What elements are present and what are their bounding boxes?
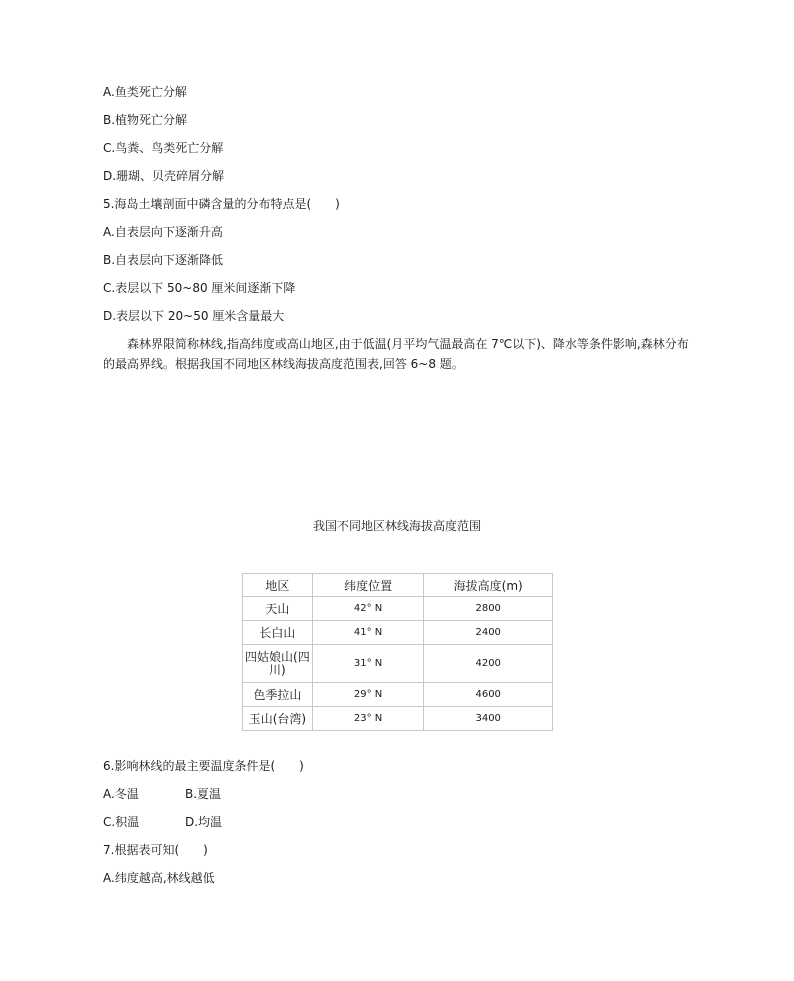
cell-altitude: 4600 — [424, 683, 553, 707]
table-row — [243, 707, 553, 731]
cell-latitude: 23° N — [312, 707, 424, 731]
cell-altitude: 2800 — [424, 597, 553, 621]
cell-region: 玉山(台湾) — [243, 707, 313, 731]
cell-altitude: 3400 — [424, 707, 553, 731]
q4-option-c: C.鸟粪、鸟类死亡分解 — [103, 141, 224, 155]
header-altitude: 海拔高度(m) — [424, 574, 553, 597]
q6-option-d: D.均温 — [185, 815, 223, 829]
q4-option-b: B.植物死亡分解 — [103, 113, 188, 127]
q5-stem: 5.海岛土壤剖面中磷含量的分布特点是( ) — [103, 197, 340, 211]
q6-options-row-1 — [103, 787, 221, 801]
cell-region: 天山 — [243, 597, 313, 621]
q6-option-a: A.冬温 — [103, 787, 139, 801]
header-region: 地区 — [243, 574, 313, 597]
table-caption: 我国不同地区林线海拔高度范围 — [312, 519, 481, 533]
q5-option-c: C.表层以下 50~80 厘米间逐渐下降 — [103, 281, 296, 295]
cell-latitude: 42° N — [312, 597, 424, 621]
cell-latitude: 29° N — [312, 683, 424, 707]
q5-option-d: D.表层以下 20~50 厘米含量最大 — [103, 309, 285, 323]
q6-option-b: B.夏温 — [185, 787, 222, 801]
q5-option-a: A.自表层向下逐渐升高 — [103, 225, 223, 239]
q5-option-b: B.自表层向下逐渐降低 — [103, 253, 224, 267]
cell-latitude: 41° N — [312, 621, 424, 645]
q7-stem: 7.根据表可知( ) — [103, 843, 208, 857]
table-row — [243, 683, 553, 707]
table-header-row — [243, 574, 553, 597]
cell-latitude: 31° N — [312, 645, 424, 683]
q4-option-a: A.鱼类死亡分解 — [103, 85, 187, 99]
q7-option-a: A.纬度越高,林线越低 — [103, 871, 215, 885]
table-row — [243, 645, 553, 683]
cell-region: 色季拉山 — [243, 683, 313, 707]
cell-region: 长白山 — [243, 621, 313, 645]
cell-region: 四姑娘山(四川) — [243, 645, 313, 683]
q6-options-row-2 — [103, 815, 222, 829]
intro-paragraph: 森林界限简称林线,指高纬度或高山地区,由于低温(月平均气温最高在 7℃以下)、降水等条件影响,森林分布的最高界线。根据我国不同地区林线海拔高度范围表,回答 6~8 题。 — [103, 337, 689, 371]
q4-option-d: D.珊瑚、贝壳碎屑分解 — [103, 169, 225, 183]
table-row — [243, 597, 553, 621]
table-row — [243, 621, 553, 645]
q6-stem: 6.影响林线的最主要温度条件是( ) — [103, 759, 304, 773]
header-latitude: 纬度位置 — [312, 574, 424, 597]
cell-altitude: 4200 — [424, 645, 553, 683]
q6-option-c: C.积温 — [103, 815, 140, 829]
cell-altitude: 2400 — [424, 621, 553, 645]
treeline-table — [242, 573, 553, 731]
